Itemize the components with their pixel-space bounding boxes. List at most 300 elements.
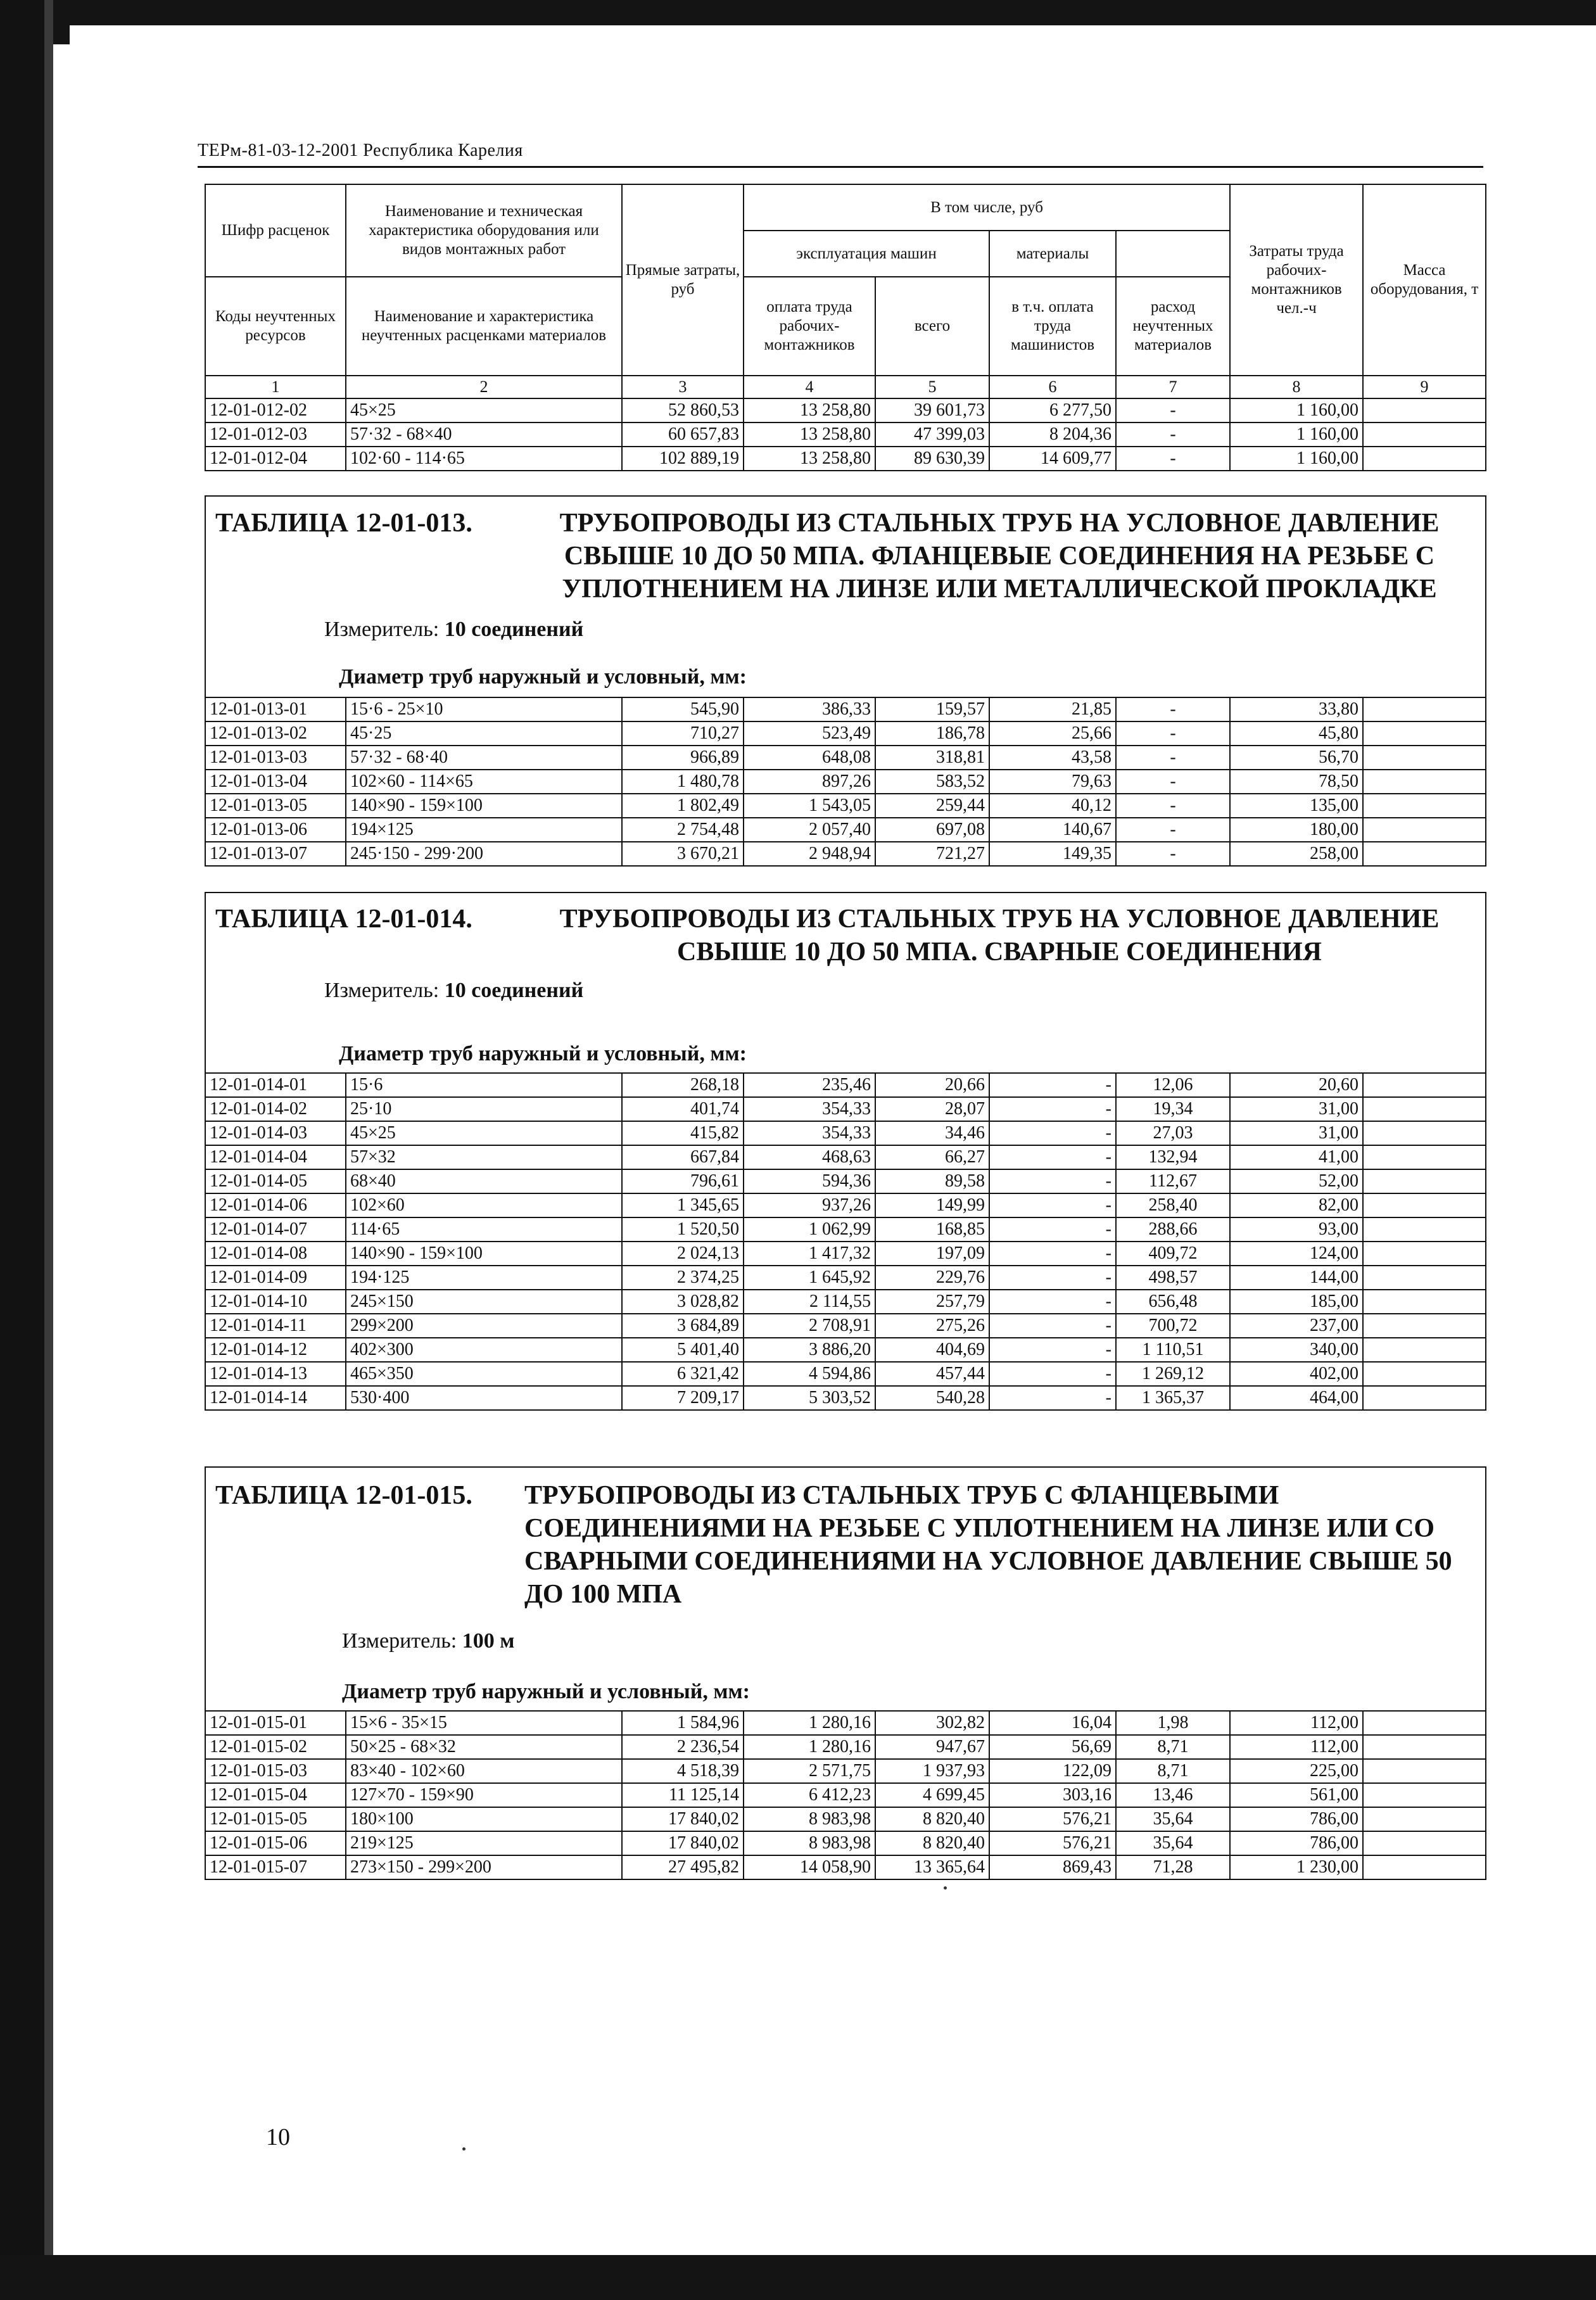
row-value: 409,72 xyxy=(1116,1242,1230,1266)
row-code: 12-01-015-03 xyxy=(205,1759,346,1783)
row-value xyxy=(1363,721,1486,746)
row-value: 1 645,92 xyxy=(744,1266,875,1290)
row-value: 5 303,52 xyxy=(744,1386,875,1410)
row-value xyxy=(1363,794,1486,818)
row-value: - xyxy=(1116,746,1230,770)
row-description: 45·25 xyxy=(346,721,622,746)
row-value: 1 062,99 xyxy=(744,1217,875,1242)
table-013-caption: ТРУБОПРОВОДЫ ИЗ СТАЛЬНЫХ ТРУБ НА УСЛОВНОЕ ДАВЛЕНИЕ СВЫШЕ 10 ДО 50 МПА. ФЛАНЦЕВЫЕ СОЕДИНЕНИЯ НА РЕЗЬБЕ С УПЛОТНЕНИЕМ НА ЛИНЗЕ ИЛИ МЕТАЛЛИЧЕСКОЙ ПРОКЛАДКЕ xyxy=(559,509,1440,604)
table-row xyxy=(205,1193,1486,1217)
header-materials-sub: расход неучтенных материалов xyxy=(1116,277,1230,376)
scan-speck xyxy=(462,2147,466,2151)
table-015-measure xyxy=(342,1629,514,1653)
table-015-lead: ТАБЛИЦА 12-01-015. xyxy=(215,1481,472,1510)
row-description: 57×32 xyxy=(346,1145,622,1169)
row-value xyxy=(1363,423,1486,447)
row-value: 17 840,02 xyxy=(622,1807,744,1831)
measure-value: 100 м xyxy=(462,1629,515,1653)
row-description: 194×125 xyxy=(346,818,622,842)
col-number: 4 xyxy=(744,376,875,398)
row-value: 402,00 xyxy=(1230,1362,1363,1386)
row-value: 3 684,89 xyxy=(622,1314,744,1338)
row-value: 540,28 xyxy=(875,1386,989,1410)
header-name-sub: Наименование и характеристика неучтенных расценками материалов xyxy=(346,277,622,376)
row-value: 45,80 xyxy=(1230,721,1363,746)
row-value: 235,46 xyxy=(744,1073,875,1097)
row-code: 12-01-013-01 xyxy=(205,697,346,721)
row-value: - xyxy=(989,1097,1116,1121)
row-value: 82,00 xyxy=(1230,1193,1363,1217)
row-value: 258,40 xyxy=(1116,1193,1230,1217)
row-value: 667,84 xyxy=(622,1145,744,1169)
header-rule xyxy=(198,166,1483,168)
row-value xyxy=(1363,398,1486,423)
row-value: 2 057,40 xyxy=(744,818,875,842)
table-row xyxy=(205,1362,1486,1386)
row-value: 112,00 xyxy=(1230,1711,1363,1735)
row-value xyxy=(1363,1217,1486,1242)
row-code: 12-01-013-02 xyxy=(205,721,346,746)
col-number: 9 xyxy=(1363,376,1486,398)
row-value: 288,66 xyxy=(1116,1217,1230,1242)
row-description: 219×125 xyxy=(346,1831,622,1855)
row-description: 194·125 xyxy=(346,1266,622,1290)
row-value: 937,26 xyxy=(744,1193,875,1217)
row-value: 39 601,73 xyxy=(875,398,989,423)
row-value: 354,33 xyxy=(744,1121,875,1145)
row-value: 2 571,75 xyxy=(744,1759,875,1783)
row-value: 2 114,55 xyxy=(744,1290,875,1314)
header-mass: Масса оборудования, т xyxy=(1363,184,1486,376)
row-description: 127×70 - 159×90 xyxy=(346,1783,622,1807)
table-014-caption: ТРУБОПРОВОДЫ ИЗ СТАЛЬНЫХ ТРУБ НА УСЛОВНОЕ ДАВЛЕНИЕ СВЫШЕ 10 ДО 50 МПА. СВАРНЫЕ СОЕДИНЕНИЯ xyxy=(559,905,1440,967)
row-value: 52,00 xyxy=(1230,1169,1363,1193)
row-value: 464,00 xyxy=(1230,1386,1363,1410)
table-row xyxy=(205,1711,1486,1735)
row-value: 40,12 xyxy=(989,794,1116,818)
header-labor-pay: оплата труда рабочих-монтажников xyxy=(744,277,875,376)
row-value: 5 401,40 xyxy=(622,1338,744,1362)
row-code: 12-01-012-02 xyxy=(205,398,346,423)
row-description: 245·150 - 299·200 xyxy=(346,842,622,866)
row-value: 21,85 xyxy=(989,697,1116,721)
table-013-measure xyxy=(324,618,583,642)
row-value: 259,44 xyxy=(875,794,989,818)
row-code: 12-01-014-05 xyxy=(205,1169,346,1193)
row-code: 12-01-015-06 xyxy=(205,1831,346,1855)
row-code: 12-01-014-10 xyxy=(205,1290,346,1314)
row-value: 786,00 xyxy=(1230,1831,1363,1855)
row-value xyxy=(1363,1266,1486,1290)
measure-value: 10 соединений xyxy=(444,979,584,1002)
header-machines-pay: в т.ч. оплата труда машинистов xyxy=(989,277,1116,376)
row-description: 68×40 xyxy=(346,1169,622,1193)
row-value: 132,94 xyxy=(1116,1145,1230,1169)
header-code: Шифр расценок xyxy=(205,184,346,277)
row-value: 11 125,14 xyxy=(622,1783,744,1807)
row-value: 1 937,93 xyxy=(875,1759,989,1783)
row-value: 159,57 xyxy=(875,697,989,721)
row-code: 12-01-014-09 xyxy=(205,1266,346,1290)
row-value xyxy=(1363,1386,1486,1410)
row-value: 140,67 xyxy=(989,818,1116,842)
row-value: 237,00 xyxy=(1230,1314,1363,1338)
row-code: 12-01-012-03 xyxy=(205,423,346,447)
row-value: 229,76 xyxy=(875,1266,989,1290)
row-value: 545,90 xyxy=(622,697,744,721)
row-value: 25,66 xyxy=(989,721,1116,746)
row-value xyxy=(1363,1290,1486,1314)
row-value: 318,81 xyxy=(875,746,989,770)
table-row xyxy=(205,1290,1486,1314)
row-value: 897,26 xyxy=(744,770,875,794)
row-code: 12-01-014-06 xyxy=(205,1193,346,1217)
table-013-diameter: Диаметр труб наружный и условный, мм: xyxy=(339,665,747,689)
row-value: - xyxy=(1116,423,1230,447)
row-value: - xyxy=(1116,770,1230,794)
row-description: 15·6 xyxy=(346,1073,622,1097)
column-header-table xyxy=(205,184,1486,471)
row-description: 140×90 - 159×100 xyxy=(346,794,622,818)
row-description: 50×25 - 68×32 xyxy=(346,1735,622,1759)
row-value: 648,08 xyxy=(744,746,875,770)
row-value: 20,66 xyxy=(875,1073,989,1097)
row-value: 66,27 xyxy=(875,1145,989,1169)
row-value: 168,85 xyxy=(875,1217,989,1242)
row-value: 1 230,00 xyxy=(1230,1855,1363,1879)
row-description: 57·32 - 68·40 xyxy=(346,746,622,770)
table-row xyxy=(205,1097,1486,1121)
row-value: 56,70 xyxy=(1230,746,1363,770)
row-description: 245×150 xyxy=(346,1290,622,1314)
row-description: 15×6 - 35×15 xyxy=(346,1711,622,1735)
row-value: 3 886,20 xyxy=(744,1338,875,1362)
row-code: 12-01-015-02 xyxy=(205,1735,346,1759)
row-value: 3 670,21 xyxy=(622,842,744,866)
row-value: 12,06 xyxy=(1116,1073,1230,1097)
row-code: 12-01-012-04 xyxy=(205,447,346,471)
row-value: 1 160,00 xyxy=(1230,447,1363,471)
row-description: 102×60 xyxy=(346,1193,622,1217)
row-description: 299×200 xyxy=(346,1314,622,1338)
row-value: - xyxy=(989,1338,1116,1362)
page-number: 10 xyxy=(266,2124,290,2151)
row-value: 8 983,98 xyxy=(744,1807,875,1831)
row-value: 576,21 xyxy=(989,1831,1116,1855)
table-row xyxy=(205,423,1486,447)
row-code: 12-01-014-07 xyxy=(205,1217,346,1242)
row-value: 1 417,32 xyxy=(744,1242,875,1266)
row-code: 12-01-015-05 xyxy=(205,1807,346,1831)
table-013 xyxy=(205,697,1486,867)
table-row xyxy=(205,697,1486,721)
table-015-caption: ТРУБОПРОВОДЫ ИЗ СТАЛЬНЫХ ТРУБ С ФЛАНЦЕВЫМИ СОЕДИНЕНИЯМИ НА РЕЗЬБЕ С УПЛОТНЕНИЕМ НА ЛИНЗЕ ИЛИ СО СВАРНЫМИ СОЕДИНЕНИЯМИ НА УСЛОВНОЕ ДАВЛЕНИЕ СВЫШЕ 50 ДО 100 МПА xyxy=(524,1481,1452,1609)
row-value: 197,09 xyxy=(875,1242,989,1266)
header-materials: материалы xyxy=(989,231,1116,277)
row-value: 186,78 xyxy=(875,721,989,746)
row-value: 1 110,51 xyxy=(1116,1338,1230,1362)
row-value: 144,00 xyxy=(1230,1266,1363,1290)
row-value: 1 520,50 xyxy=(622,1217,744,1242)
row-value: 185,00 xyxy=(1230,1290,1363,1314)
row-value: 43,58 xyxy=(989,746,1116,770)
row-value: 41,00 xyxy=(1230,1145,1363,1169)
row-value xyxy=(1363,1338,1486,1362)
row-value xyxy=(1363,1711,1486,1735)
row-value: 102 889,19 xyxy=(622,447,744,471)
measure-label: Измеритель: xyxy=(324,979,440,1002)
row-value: 1 365,37 xyxy=(1116,1386,1230,1410)
row-description: 102·60 - 114·65 xyxy=(346,447,622,471)
row-value: 13 258,80 xyxy=(744,423,875,447)
row-value: 124,00 xyxy=(1230,1242,1363,1266)
scan-edge-left xyxy=(0,0,44,2300)
row-value: 1 543,05 xyxy=(744,794,875,818)
table-row xyxy=(205,842,1486,866)
row-value xyxy=(1363,1314,1486,1338)
row-value: 457,44 xyxy=(875,1362,989,1386)
header-direct-costs: Прямые затраты, руб xyxy=(622,184,744,376)
row-value: 16,04 xyxy=(989,1711,1116,1735)
row-description: 465×350 xyxy=(346,1362,622,1386)
row-value: 340,00 xyxy=(1230,1338,1363,1362)
header-code-sub: Коды неучтенных ресурсов xyxy=(205,277,346,376)
table-row xyxy=(205,746,1486,770)
row-code: 12-01-015-07 xyxy=(205,1855,346,1879)
row-value: 6 321,42 xyxy=(622,1362,744,1386)
row-value: 149,35 xyxy=(989,842,1116,866)
row-code: 12-01-014-08 xyxy=(205,1242,346,1266)
row-value: 8,71 xyxy=(1116,1735,1230,1759)
table-row xyxy=(205,1338,1486,1362)
row-value: - xyxy=(989,1193,1116,1217)
row-value: 523,49 xyxy=(744,721,875,746)
row-description: 402×300 xyxy=(346,1338,622,1362)
header-labor: Затраты труда рабочих-монтажников чел.-ч xyxy=(1230,184,1363,376)
row-code: 12-01-013-04 xyxy=(205,770,346,794)
row-value: - xyxy=(1116,721,1230,746)
row-value xyxy=(1363,697,1486,721)
header-machines: эксплуатация машин xyxy=(744,231,989,277)
table-row xyxy=(205,1735,1486,1759)
row-value: 225,00 xyxy=(1230,1759,1363,1783)
row-value xyxy=(1363,1242,1486,1266)
row-value: 401,74 xyxy=(622,1097,744,1121)
row-code: 12-01-014-14 xyxy=(205,1386,346,1410)
row-value xyxy=(1363,1831,1486,1855)
row-value: 19,34 xyxy=(1116,1097,1230,1121)
row-value: 31,00 xyxy=(1230,1121,1363,1145)
row-value: 180,00 xyxy=(1230,818,1363,842)
row-value: 112,67 xyxy=(1116,1169,1230,1193)
row-code: 12-01-013-07 xyxy=(205,842,346,866)
row-value: 2 948,94 xyxy=(744,842,875,866)
row-value: 1,98 xyxy=(1116,1711,1230,1735)
table-row xyxy=(205,447,1486,471)
row-value: 13,46 xyxy=(1116,1783,1230,1807)
row-code: 12-01-014-11 xyxy=(205,1314,346,1338)
row-value xyxy=(1363,1759,1486,1783)
row-value: - xyxy=(1116,794,1230,818)
table-row xyxy=(205,1783,1486,1807)
row-value: 28,07 xyxy=(875,1097,989,1121)
row-value: 966,89 xyxy=(622,746,744,770)
row-description: 83×40 - 102×60 xyxy=(346,1759,622,1783)
row-value: 594,36 xyxy=(744,1169,875,1193)
table-row xyxy=(205,1386,1486,1410)
row-description: 45×25 xyxy=(346,1121,622,1145)
table-014-lead: ТАБЛИЦА 12-01-014. xyxy=(215,905,472,934)
row-value: - xyxy=(1116,842,1230,866)
row-value: 869,43 xyxy=(989,1855,1116,1879)
scan-edge-bottom xyxy=(0,2255,1596,2300)
header-name: Наименование и техническая характеристика оборудования или видов монтажных работ xyxy=(346,184,622,277)
table-row xyxy=(205,1073,1486,1097)
row-value: 4 594,86 xyxy=(744,1362,875,1386)
row-value: 89,58 xyxy=(875,1169,989,1193)
table-row xyxy=(205,1266,1486,1290)
table-015 xyxy=(205,1710,1486,1880)
row-value: 2 708,91 xyxy=(744,1314,875,1338)
row-description: 15·6 - 25×10 xyxy=(346,697,622,721)
table-014 xyxy=(205,1072,1486,1411)
row-value: 1 160,00 xyxy=(1230,398,1363,423)
table-014-measure xyxy=(324,979,583,1003)
row-value: 6 277,50 xyxy=(989,398,1116,423)
row-value: - xyxy=(989,1169,1116,1193)
row-value: 33,80 xyxy=(1230,697,1363,721)
row-value: 6 412,23 xyxy=(744,1783,875,1807)
row-value: 468,63 xyxy=(744,1145,875,1169)
row-value xyxy=(1363,1073,1486,1097)
row-value: 8 820,40 xyxy=(875,1831,989,1855)
row-value: 404,69 xyxy=(875,1338,989,1362)
col-number: 1 xyxy=(205,376,346,398)
row-value: 583,52 xyxy=(875,770,989,794)
row-code: 12-01-013-06 xyxy=(205,818,346,842)
table-row xyxy=(205,1217,1486,1242)
row-value: - xyxy=(989,1217,1116,1242)
row-value: 17 840,02 xyxy=(622,1831,744,1855)
row-value: - xyxy=(989,1314,1116,1338)
header-including: В том числе, руб xyxy=(744,184,1230,231)
row-value: 576,21 xyxy=(989,1807,1116,1831)
row-value: 79,63 xyxy=(989,770,1116,794)
row-description: 530·400 xyxy=(346,1386,622,1410)
table-row xyxy=(205,818,1486,842)
row-value: 1 280,16 xyxy=(744,1735,875,1759)
row-code: 12-01-014-02 xyxy=(205,1097,346,1121)
row-value xyxy=(1363,842,1486,866)
row-value: 13 258,80 xyxy=(744,447,875,471)
row-value: 8 983,98 xyxy=(744,1831,875,1855)
row-description: 180×100 xyxy=(346,1807,622,1831)
row-value: 31,00 xyxy=(1230,1097,1363,1121)
row-value: - xyxy=(1116,697,1230,721)
row-value: - xyxy=(989,1386,1116,1410)
scan-speck xyxy=(944,1886,947,1890)
row-value: 56,69 xyxy=(989,1735,1116,1759)
row-value: 275,26 xyxy=(875,1314,989,1338)
row-value: 796,61 xyxy=(622,1169,744,1193)
table-row xyxy=(205,721,1486,746)
table-row xyxy=(205,1169,1486,1193)
row-code: 12-01-014-03 xyxy=(205,1121,346,1145)
col-number: 5 xyxy=(875,376,989,398)
row-value: 947,67 xyxy=(875,1735,989,1759)
row-value: - xyxy=(1116,398,1230,423)
row-value xyxy=(1363,1169,1486,1193)
row-value: 60 657,83 xyxy=(622,423,744,447)
row-description: 114·65 xyxy=(346,1217,622,1242)
row-value: 1 345,65 xyxy=(622,1193,744,1217)
row-value: 93,00 xyxy=(1230,1217,1363,1242)
row-value: 2 374,25 xyxy=(622,1266,744,1290)
row-value: 47 399,03 xyxy=(875,423,989,447)
row-code: 12-01-015-04 xyxy=(205,1783,346,1807)
row-value: 1 160,00 xyxy=(1230,423,1363,447)
row-description: 273×150 - 299×200 xyxy=(346,1855,622,1879)
row-value: 700,72 xyxy=(1116,1314,1230,1338)
table-012-rows xyxy=(205,398,1486,471)
row-value: 1 280,16 xyxy=(744,1711,875,1735)
row-value xyxy=(1363,1362,1486,1386)
row-value: 721,27 xyxy=(875,842,989,866)
running-header: ТЕРм-81-03-12-2001 Республика Карелия xyxy=(198,141,523,160)
row-value: 258,00 xyxy=(1230,842,1363,866)
row-value: 149,99 xyxy=(875,1193,989,1217)
row-code: 12-01-015-01 xyxy=(205,1711,346,1735)
row-value: - xyxy=(989,1121,1116,1145)
table-014-diameter: Диаметр труб наружный и условный, мм: xyxy=(339,1042,747,1065)
row-value: 13 258,80 xyxy=(744,398,875,423)
row-value xyxy=(1363,1855,1486,1879)
col-number: 3 xyxy=(622,376,744,398)
row-value: 122,09 xyxy=(989,1759,1116,1783)
row-value: 498,57 xyxy=(1116,1266,1230,1290)
row-value: 2 754,48 xyxy=(622,818,744,842)
row-value: 112,00 xyxy=(1230,1735,1363,1759)
row-value: 78,50 xyxy=(1230,770,1363,794)
table-row xyxy=(205,1314,1486,1338)
row-value: - xyxy=(1116,818,1230,842)
row-description: 25·10 xyxy=(346,1097,622,1121)
row-value: - xyxy=(1116,447,1230,471)
table-row xyxy=(205,1121,1486,1145)
row-value: 257,79 xyxy=(875,1290,989,1314)
row-value xyxy=(1363,447,1486,471)
row-description: 45×25 xyxy=(346,398,622,423)
row-value: 4 699,45 xyxy=(875,1783,989,1807)
row-value: 1 480,78 xyxy=(622,770,744,794)
row-value: - xyxy=(989,1266,1116,1290)
row-description: 140×90 - 159×100 xyxy=(346,1242,622,1266)
row-value: - xyxy=(989,1290,1116,1314)
measure-label: Измеритель: xyxy=(342,1629,457,1653)
row-value: 786,00 xyxy=(1230,1807,1363,1831)
row-value: 20,60 xyxy=(1230,1073,1363,1097)
table-row xyxy=(205,1807,1486,1831)
row-description: 102×60 - 114×65 xyxy=(346,770,622,794)
row-value xyxy=(1363,1783,1486,1807)
col-number: 7 xyxy=(1116,376,1230,398)
row-value: 415,82 xyxy=(622,1121,744,1145)
row-value: - xyxy=(989,1362,1116,1386)
row-value: 52 860,53 xyxy=(622,398,744,423)
row-value xyxy=(1363,1193,1486,1217)
row-value: 303,16 xyxy=(989,1783,1116,1807)
row-value xyxy=(1363,1097,1486,1121)
